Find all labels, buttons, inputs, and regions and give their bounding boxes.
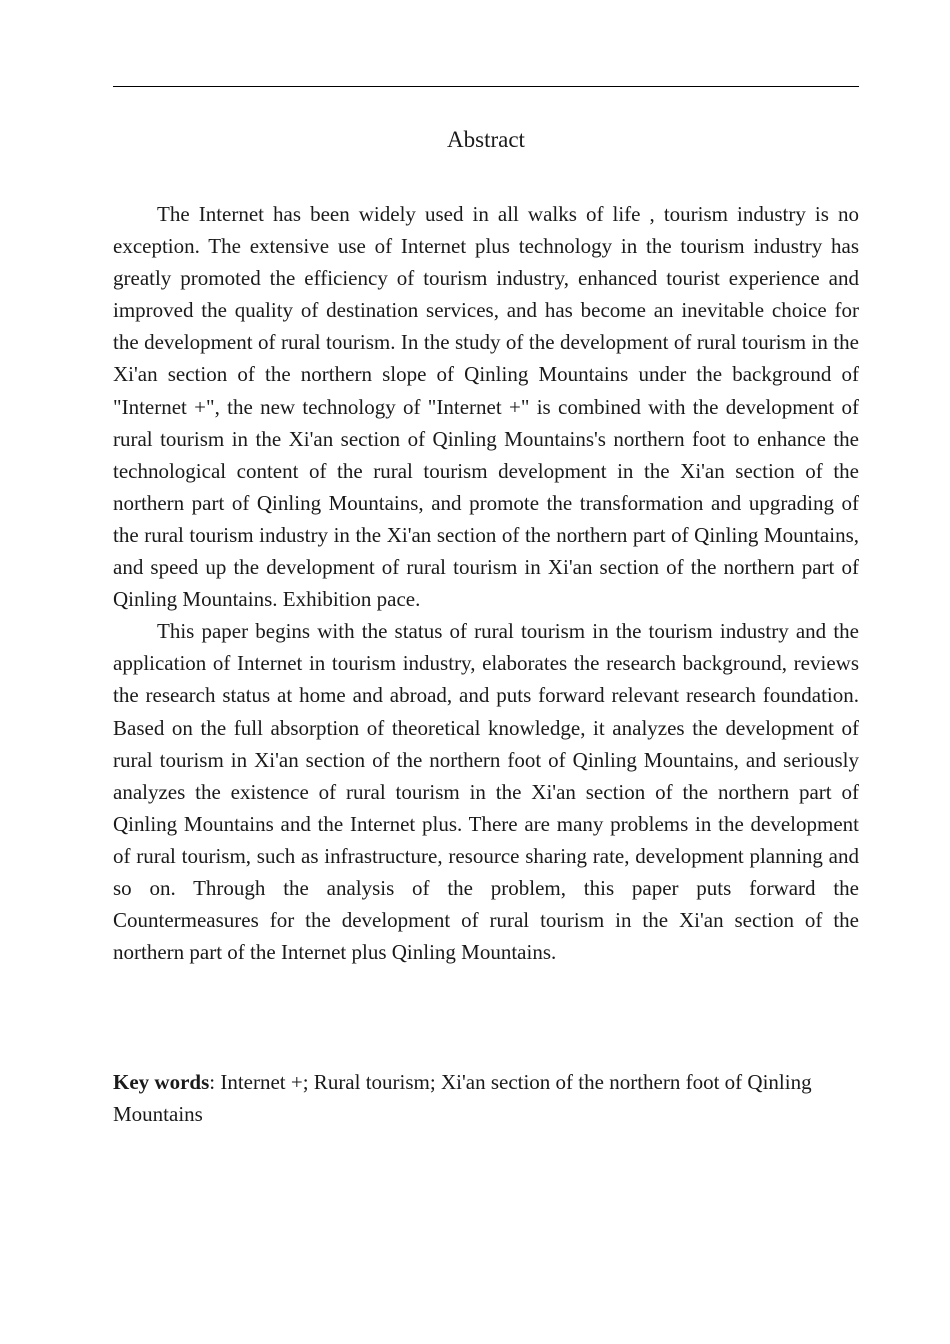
abstract-paragraph-1: The Internet has been widely used in all walks of life , tourism industry is no exception. The extensive use of Internet plus technology in the tourism industry has greatly promoted the efficiency of tourism industry, enhanced tourist experience and improved the quality of destination services, and has become an inevitable choice for the development of rural tourism. In the study of the development of rural tourism in the Xi'an section of the northern slope of Qinling Mountains under the background of "Internet +", the new technology of "Internet +" is combined with the development of rural tourism in the Xi'an section of Qinling Mountains's northern foot to enhance the technological content of the rural tourism development in the Xi'an section of the northern part of Qinling Mountains, and promote the transformation and upgrading of the rural tourism industry in the Xi'an section of the northern part of Qinling Mountains, and speed up the development of rural tourism in Xi'an section of the northern part of Qinling Mountains. Exhibition pace. (113, 202, 859, 612)
keywords-line (113, 1066, 859, 1130)
abstract-body (113, 198, 859, 968)
abstract-paragraph-2: This paper begins with the status of rural tourism in the tourism industry and the application of Internet in tourism industry, elaborates the research background, reviews the research status at home and abroad, and puts forward relevant research foundation. Based on the full absorption of theoretical knowledge, it analyzes the development of rural tourism in Xi'an section of the northern foot of Qinling Mountains, and seriously analyzes the existence of rural tourism in the Xi'an section of the northern part of Qinling Mountains and the Internet plus. There are many problems in the development of rural tourism, such as infrastructure, resource sharing rate, development planning and so on. Through the analysis of the problem, this paper puts forward the Countermeasures for the development of rural tourism in the Xi'an section of the northern part of the Internet plus Qinling Mountains. (113, 619, 859, 965)
page-title: Abstract (447, 127, 525, 152)
header-rule (113, 86, 859, 87)
keywords-label: Key words (113, 1070, 210, 1094)
keywords-text: : Internet +; Rural tourism; Xi'an section of the northern foot of Qinling Mountains (113, 1070, 812, 1127)
